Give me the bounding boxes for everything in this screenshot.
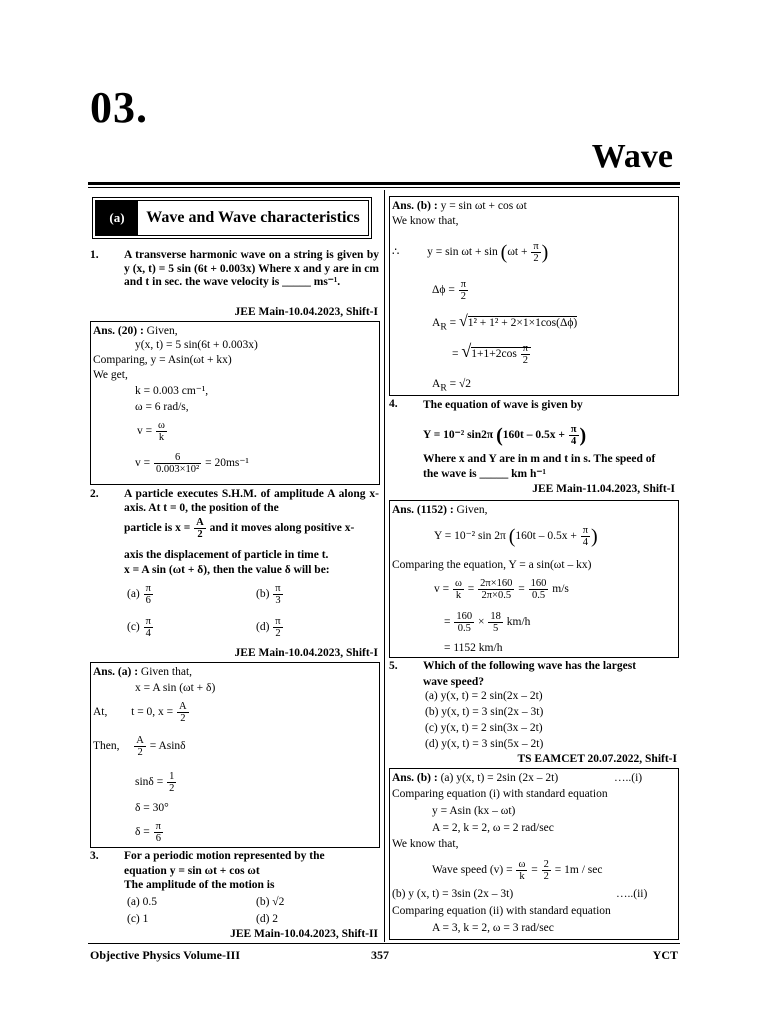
a4-frac-pi4 — [581, 525, 590, 548]
a5-speed-label: Wave speed (v) = — [432, 864, 513, 877]
a5-frac-wk — [516, 859, 527, 882]
a4-line2: Comparing the equation, Y = a sin(ωt – kx) — [392, 559, 592, 571]
a4-f5-den: 5 — [493, 623, 499, 634]
a1-v-eq: v = — [137, 425, 153, 438]
answer-box-5 — [389, 768, 679, 940]
a3-dphi: Δϕ = — [432, 284, 455, 297]
a2-head-rest: Given that, — [140, 666, 193, 678]
answer-box-1 — [90, 321, 380, 485]
a3-frac2-num: π — [460, 279, 466, 290]
a5-line1: Comparing equation (i) with standard equation — [392, 788, 608, 800]
q3-ob-label: (b) — [256, 896, 270, 908]
a5-line7: Comparing equation (ii) with standard equation — [392, 905, 611, 917]
q2-oa-frac — [144, 583, 153, 606]
a1-line6 — [137, 420, 168, 443]
q2-oa-den: 6 — [145, 595, 151, 606]
a5-speed-result: = 1m / sec — [554, 864, 603, 877]
a1-frac-value — [154, 452, 201, 475]
q5-p1: Which of the following wave has the largest — [423, 660, 637, 672]
a2-at: At, — [93, 706, 108, 719]
a2-frac4-num: π — [155, 821, 161, 832]
a4-head-rest: Given, — [456, 504, 488, 516]
a3-line2: ∴ y = sin ωt + sin (ωt + $\frac{\pi}{2}$ ) — [392, 241, 549, 264]
a3-y-eq: y = sin ωt + sin — [427, 246, 498, 259]
a3-line4: $A_R = √1^2 + 1^2 + 2\times 1\times 1\cos(\Delta\phi)$ — [432, 313, 578, 333]
a4-frac-18 — [488, 611, 503, 634]
q5-number: 5. — [389, 660, 398, 672]
a3-ar-eq: = — [449, 317, 457, 329]
a2-sin: sinδ = — [135, 776, 164, 789]
a1-line4: k = 0.003 cm⁻¹, — [135, 385, 209, 397]
a5-eq: = — [531, 864, 538, 877]
a2-frac2-num: A — [136, 735, 144, 746]
a4-head: Ans. (1152) : — [392, 504, 454, 516]
a5-f1-num: ω — [518, 859, 526, 870]
a1-result: = 20ms⁻¹ — [205, 457, 249, 470]
q2-frac-a2 — [194, 517, 206, 540]
a1-frac2-den: 0.003×10² — [156, 464, 200, 475]
q3-option-a: (a) 0.5 — [127, 896, 158, 908]
header-rule — [88, 182, 680, 185]
a5-line2: y = Asin (kx – ωt) — [432, 805, 516, 817]
q5-option-b: (b) y(x, t) = 3 sin(2x – 3t) — [425, 706, 544, 718]
a3-ar-sub: R — [440, 321, 447, 333]
q2-ob-den: 3 — [275, 595, 281, 606]
a4-frac-160b — [454, 611, 474, 634]
a5-line5 — [432, 859, 602, 882]
a2-frac3-num: 1 — [169, 771, 175, 782]
q2-od-num: π — [275, 616, 281, 627]
q2-p2-b: and it moves along positive x- — [209, 522, 355, 535]
a3-head-rest: y = sin ωt + cos ωt — [440, 200, 527, 212]
a2-then: Then, — [93, 740, 120, 753]
a1-frac2-num: 6 — [154, 452, 201, 464]
a3-ar2-val: √2 — [458, 378, 472, 390]
answer-box-4 — [389, 500, 679, 658]
q2-p1: A particle executes S.H.M. of amplitude A along x-axis. At t = 0, the position of the — [124, 488, 379, 514]
a5-f1-den: k — [519, 871, 525, 882]
q2-oc-num: π — [145, 616, 151, 627]
q2-p4: x = A sin (ωt + δ), then the value δ will be: — [124, 564, 330, 576]
q3-p3: The amplitude of the motion is — [124, 879, 275, 891]
q2-p2 — [124, 517, 354, 540]
a3-frac2-den: 2 — [460, 291, 466, 302]
a3-ar-a: A — [432, 317, 441, 329]
a4-f1-num: ω — [455, 578, 462, 589]
q1-number: 1. — [90, 249, 99, 261]
a2-t0: t = 0, x = — [131, 706, 174, 719]
a2-head: Ans. (a) : — [93, 666, 139, 678]
q2-od-den: 2 — [275, 628, 281, 639]
a5-tag1: …..(i) — [614, 772, 643, 784]
q2-ob-frac — [273, 583, 282, 606]
a5-f2-num: 2 — [543, 859, 549, 870]
a4-line4 — [444, 611, 530, 634]
q4-eq-b: 160t – 0.5x + — [502, 429, 565, 442]
a1-head-rest: Given, — [146, 325, 178, 337]
a4-frac-wk — [453, 578, 464, 601]
a4-y-eq: Y = 10⁻² sin 2π — [434, 530, 506, 543]
q2-p3: axis the displacement of particle in time t. — [124, 549, 329, 561]
a3-root2: 1+1+2cos — [471, 348, 517, 361]
q2-od-label: (d) — [256, 621, 270, 634]
a4-line3 — [434, 578, 569, 601]
a4-f5-num: 18 — [490, 611, 501, 622]
a4-f1-den: k — [455, 590, 462, 601]
q4-eq-a: Y = 10⁻² sin2π — [423, 429, 494, 442]
a2-line5: δ = 30° — [135, 802, 169, 814]
a4-line1: Y = 10⁻² sin 2π (160t – 0.5x + $\frac{\pi}{4}$ ) — [434, 525, 598, 548]
q4-p2: Where x and Y are in m and t in s. The speed of — [423, 453, 656, 465]
a4-eq3: = — [444, 616, 451, 629]
q1-text: A transverse harmonic wave on a string is given by y (x, t) = 5 sin (6t + 0.003x) Where x and y are in cm and t in sec. the wave velocity is _____ ms⁻¹. — [124, 249, 379, 288]
q3-option-d: (d) 2 — [256, 913, 279, 925]
q3-p2: equation y = sin ωt + cos ωt — [124, 865, 260, 877]
q2-oc-label: (c) — [127, 621, 140, 634]
answer-box-2 — [90, 662, 380, 848]
a3-frac-pi2 — [531, 241, 540, 264]
q4-frac-den: 4 — [571, 436, 577, 447]
a2-frac-den: 2 — [180, 713, 186, 724]
q2-frac-den: 2 — [197, 529, 203, 540]
a3-line6 — [432, 377, 471, 395]
q2-option-c — [127, 616, 154, 639]
chapter-title: Wave — [591, 138, 673, 175]
a5-line3: A = 2, k = 2, ω = 2 rad/sec — [432, 822, 554, 834]
a1-line5: ω = 6 rad/s, — [135, 401, 189, 413]
q4-source: JEE Main-11.04.2023, Shift-I — [532, 483, 675, 495]
a3-therefore: ∴ — [392, 246, 400, 259]
q2-oa-num: π — [145, 583, 151, 594]
a3-frac-dphi — [459, 279, 468, 302]
a2-line3 — [93, 735, 186, 758]
a3-line1: We know that, — [392, 215, 459, 227]
a4-f2-num: 2π×160 — [480, 578, 513, 589]
q5-option-a: (a) y(x, t) = 2 sin(2x – 2t) — [425, 690, 543, 702]
a4-f3-den: 0.5 — [531, 590, 546, 601]
q3-ob-value: √2 — [272, 896, 285, 908]
a1-frac-num: ω — [158, 420, 165, 431]
a2-frac-num: A — [179, 701, 187, 712]
a4-f4-den: 0.5 — [457, 623, 471, 634]
section-heading — [92, 197, 372, 239]
a4-frac-160 — [529, 578, 549, 601]
a4-frac-2pi — [478, 578, 514, 601]
a4-eq1: = — [467, 583, 475, 596]
q3-option-b — [256, 896, 284, 908]
a3-line5: = √1+1+2cos $\frac{\pi}{2}$ — [452, 343, 531, 366]
q4-p1: The equation of wave is given by — [423, 399, 583, 411]
a1-frac-den: k — [158, 432, 165, 443]
a5-line4: We know that, — [392, 838, 459, 850]
q1-source: JEE Main-10.04.2023, Shift-I — [234, 306, 378, 318]
a1-head: Ans. (20) : — [93, 325, 144, 337]
q5-source: TS EAMCET 20.07.2022, Shift-I — [517, 753, 677, 765]
a4-unit1: m/s — [552, 583, 569, 596]
a5-line6: (b) y (x, t) = 3sin (2x – 3t) — [392, 888, 514, 900]
q2-ob-num: π — [275, 583, 281, 594]
q4-equation: Y = 10⁻² sin2π (160t – 0.5x + $\frac{\pi}{4}$ ) — [423, 424, 587, 447]
a5-head-rest: (a) y(x, t) = 2sin (2x – 2t) — [440, 772, 559, 784]
a4-inner: 160t – 0.5x + — [515, 530, 577, 543]
a4-times: × — [478, 616, 485, 629]
a5-tag2: …..(ii) — [616, 888, 648, 900]
q2-frac-num: A — [196, 517, 204, 528]
a2-line2 — [93, 701, 190, 724]
a1-v-eq2: v = — [135, 457, 151, 470]
q2-oa-label: (a) — [127, 588, 140, 601]
q2-oc-den: 4 — [145, 628, 151, 639]
a5-f2-den: 2 — [543, 871, 549, 882]
a3-ar-root: 1² + 1² + 2×1×1cos(Δϕ) — [467, 317, 578, 329]
q4-frac-num: π — [570, 424, 577, 435]
q2-source: JEE Main-10.04.2023, Shift-I — [234, 647, 378, 659]
a2-frac2-den: 2 — [137, 747, 143, 758]
q2-p2-x: x = — [175, 522, 191, 535]
a3-frac-den: 2 — [533, 253, 539, 264]
section-name: Wave and Wave characteristics — [146, 209, 360, 226]
q2-option-a — [127, 583, 154, 606]
a2-frac3-den: 2 — [169, 783, 175, 794]
a2-frac-a2b — [134, 735, 146, 758]
a3-ar2-sub: R — [440, 382, 447, 394]
chapter-number: 03. — [90, 83, 148, 132]
section-tag: (a) — [96, 201, 138, 235]
answer-box-3 — [389, 196, 679, 396]
a3-ar2-a: A — [432, 378, 441, 390]
q3-number: 3. — [90, 850, 99, 862]
q2-option-d — [256, 616, 284, 639]
a1-line2: Comparing, y = Asin(ωt + kx) — [93, 354, 232, 366]
a1-line7 — [135, 452, 249, 475]
a2-delta: δ = — [135, 826, 150, 839]
footer-rule — [88, 943, 680, 944]
header-rule-thin — [88, 187, 680, 188]
a5-frac-22 — [542, 859, 551, 882]
a2-line1: x = A sin (ωt + δ) — [135, 682, 216, 694]
a4-frac-num: π — [582, 525, 589, 536]
a3-eq2: = — [452, 348, 459, 361]
a4-frac-den: 4 — [582, 537, 588, 548]
q2-option-b — [256, 583, 284, 606]
a3-frac3-num: π — [522, 343, 529, 354]
a4-f3-num: 160 — [530, 578, 547, 589]
a2-asin: = Asinδ — [149, 740, 186, 753]
a3-frac-cos — [521, 343, 530, 366]
a2-frac-a2 — [177, 701, 189, 724]
a2-frac4-den: 6 — [155, 833, 161, 844]
footer-page-number: 357 — [371, 948, 389, 962]
q5-p2: wave speed? — [423, 676, 485, 688]
q4-number: 4. — [389, 398, 398, 410]
a1-line3: We get, — [93, 369, 128, 381]
q4-p3: the wave is _____ km h⁻¹ — [423, 468, 546, 480]
a1-frac-omega-k — [156, 420, 167, 443]
q5-option-c: (c) y(x, t) = 2 sin(3x – 2t) — [425, 722, 543, 734]
a3-wt-plus: ωt + — [507, 246, 528, 259]
q5-option-d: (d) y(x, t) = 3 sin(5x – 2t) — [425, 738, 544, 750]
a3-head: Ans. (b) : — [392, 200, 438, 212]
q2-p2-a: particle is — [124, 522, 173, 535]
footer-book-title: Objective Physics Volume-III — [90, 948, 240, 962]
a4-unit2: km/h — [506, 616, 531, 629]
q2-od-frac — [273, 616, 282, 639]
q2-ob-label: (b) — [256, 588, 270, 601]
a3-ar2-eq: = — [449, 378, 457, 390]
a2-frac-pi6 — [154, 821, 163, 844]
q3-p1: For a periodic motion represented by the — [124, 850, 325, 862]
a2-line6 — [135, 821, 164, 844]
a3-frac-num: π — [533, 241, 539, 252]
q2-number: 2. — [90, 488, 99, 500]
footer-publisher: YCT — [652, 948, 678, 962]
a4-f2-den: 2π×0.5 — [481, 590, 512, 601]
a2-line4 — [135, 771, 177, 794]
q4-frac-pi4 — [569, 424, 579, 447]
a2-frac-half — [167, 771, 176, 794]
column-divider — [384, 190, 385, 942]
a3-frac3-den: 2 — [522, 355, 528, 366]
a4-f4-num: 160 — [456, 611, 473, 622]
a5-head: Ans. (b) : — [392, 772, 438, 784]
q2-oc-frac — [144, 616, 153, 639]
a4-v-eq: v = — [434, 583, 450, 596]
a3-line3 — [432, 279, 469, 302]
a5-line8: A = 3, k = 2, ω = 3 rad/sec — [432, 922, 554, 934]
q3-option-c: (c) 1 — [127, 913, 149, 925]
a1-line1: y(x, t) = 5 sin(6t + 0.003x) — [135, 339, 258, 351]
a4-line5: = 1152 km/h — [444, 642, 503, 654]
q3-source: JEE Main-10.04.2023, Shift-II — [230, 928, 378, 940]
a4-eq2: = — [518, 583, 525, 596]
